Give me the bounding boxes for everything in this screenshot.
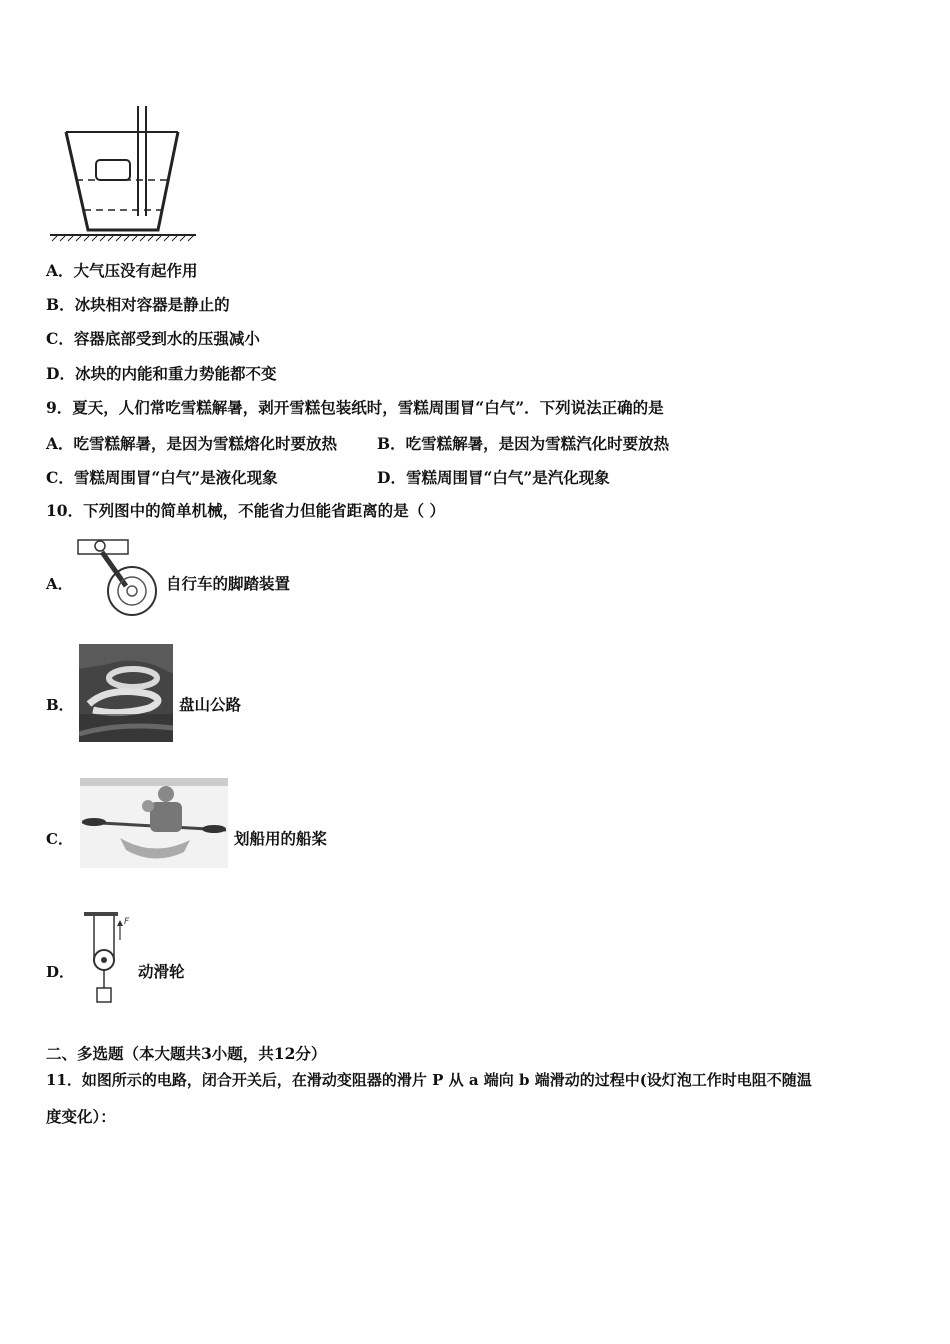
option-label: C． [46,329,74,348]
q9-options-row-2 [46,466,610,488]
q9-stem: 9．夏天，人们常吃雪糕解暑，剥开雪糕包装纸时，雪糕周围冒“白气”．下列说法正确的是 [46,398,664,417]
q10-option-d-label: D． [46,963,75,981]
option-label: D． [377,468,406,487]
q11-stem-line2: 度变化）： [46,1107,116,1126]
q10-option-a-label: A． [46,575,73,593]
q8-option-c [46,329,260,349]
q10-option-a-caption: 自行车的脚踏装置 [166,574,291,593]
q10-option-d-caption: 动滑轮 [138,962,185,981]
option-text: 冰块的内能和重力势能都不变 [74,364,277,383]
q10-option-b-label: B． [46,696,74,714]
q9-option-c [46,466,377,488]
option-label: D． [46,364,75,383]
option-text: 雪糕周围冒“白气”是液化现象 [73,468,278,487]
q9-options-row-1 [46,432,669,454]
option-label: B． [377,434,406,453]
rowing-boat-photo [80,778,228,868]
q8-option-a [46,261,198,281]
q9-option-a [46,432,377,454]
q9-option-d [377,466,610,488]
mountain-road-photo [79,644,173,742]
option-label: C． [46,468,74,487]
q10-option-b-caption: 盘山公路 [179,695,242,714]
bicycle-pedal-icon [76,536,166,616]
q8-option-b [46,295,230,315]
option-text: 吃雪糕解暑，是因为雪糕汽化时要放热 [405,434,670,453]
option-text: 雪糕周围冒“白气”是汽化现象 [405,468,610,487]
force-label: F [124,917,130,927]
q10-option-c-label: C． [46,830,73,848]
q10-stem: 10．下列图中的简单机械，不能省力但能省距离的是（ ） [46,501,445,520]
option-label: B． [46,295,75,314]
option-text: 容器底部受到水的压强减小 [73,329,260,348]
option-text: 大气压没有起作用 [73,261,198,280]
option-label: A． [46,434,74,453]
option-text: 冰块相对容器是静止的 [74,295,230,314]
option-text: 吃雪糕解暑，是因为雪糕熔化时要放热 [73,434,338,453]
q9-option-b [377,432,669,454]
ice-container-figure [48,100,198,242]
q11-stem-line1: 11．如图所示的电路，闭合开关后，在滑动变阻器的滑片 P 从 a 端向 b 端滑动的过程中(设灯泡工作时电阻不随温 [46,1071,812,1089]
movable-pulley-icon [80,910,136,1006]
q10-option-c-caption: 划船用的船桨 [234,829,328,848]
section-heading: 二、多选题（本大题共3小题，共12分） [46,1044,327,1063]
option-label: A． [46,261,74,280]
q8-option-d [46,364,276,384]
